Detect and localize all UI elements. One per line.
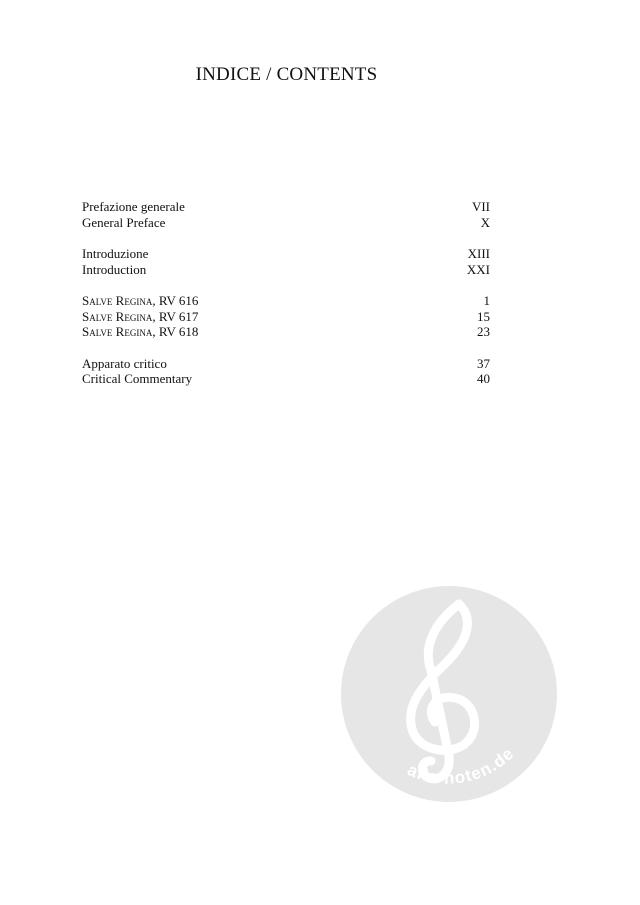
toc-entry-page: 1 — [483, 293, 490, 308]
toc-entry — [82, 246, 490, 262]
work-title: Salve Regina — [82, 308, 153, 324]
toc-group-prefaces — [82, 199, 490, 230]
watermark-logo — [341, 586, 557, 802]
toc-entry — [82, 309, 490, 325]
work-catalog-number: , RV 616 — [152, 293, 199, 308]
toc-entry-label: Prefazione generale — [82, 199, 185, 214]
toc-group-works — [82, 293, 490, 340]
toc-entry-page: XIII — [467, 246, 490, 261]
page-title: INDICE / CONTENTS — [195, 64, 378, 85]
toc-entry-page: 37 — [477, 355, 490, 371]
toc-entry — [82, 262, 490, 278]
toc-entry — [82, 371, 490, 387]
toc-entry — [82, 199, 490, 215]
toc-entry-page: 40 — [477, 371, 490, 386]
toc-entry-label: Apparato critico — [82, 355, 167, 371]
toc-entry-label: Introduzione — [82, 246, 149, 261]
work-title: Salve Regina — [82, 324, 153, 339]
toc-entry-label: Critical Commentary — [82, 371, 193, 386]
toc-entry-label — [82, 324, 198, 340]
toc-entry-label: General Preface — [82, 214, 166, 230]
toc-entry-page: VII — [471, 199, 490, 214]
toc-entry-page: XXI — [466, 261, 490, 277]
work-title: Salve Regina — [82, 293, 153, 308]
toc-entry-label — [82, 293, 198, 309]
toc-group-introductions — [82, 246, 490, 277]
toc-entry-label: Introduction — [82, 261, 147, 277]
toc-entry-page: 23 — [477, 324, 490, 339]
toc-group-commentary — [82, 356, 490, 387]
treble-clef-icon — [341, 586, 557, 802]
table-of-contents — [82, 199, 490, 403]
work-catalog-number: , RV 618 — [152, 324, 199, 339]
toc-entry — [82, 215, 490, 231]
toc-entry-label — [82, 309, 198, 325]
toc-entry — [82, 356, 490, 372]
work-catalog-number: , RV 617 — [152, 308, 199, 324]
toc-entry — [82, 293, 490, 309]
toc-entry — [82, 324, 490, 340]
toc-entry-page: 15 — [477, 308, 490, 324]
toc-entry-page: X — [480, 214, 490, 230]
watermark-text: alle-noten.de — [404, 743, 518, 788]
